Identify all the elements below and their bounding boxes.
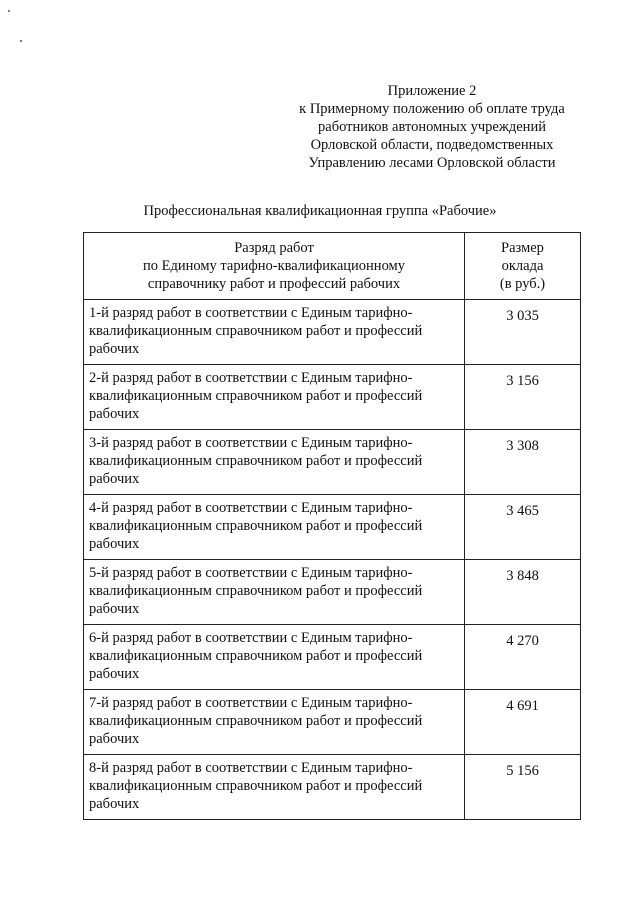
grade-description: 5-й разряд работ в соответствии с Единым тарифно-квалификационным справочником работ и профессий рабочих: [84, 560, 465, 625]
table-header-row: [84, 233, 581, 300]
table-row: [84, 365, 581, 430]
header-salary-line: (в руб.): [499, 276, 546, 292]
salary-value: 5 156: [465, 755, 581, 820]
appendix-line: Управлению лесами Орловской области: [308, 155, 556, 171]
grade-description: 6-й разряд работ в соответствии с Единым тарифно-квалификационным справочником работ и профессий рабочих: [84, 625, 465, 690]
table-row: [84, 495, 581, 560]
header-salary-line: оклада: [501, 258, 544, 274]
salary-table: [83, 232, 581, 820]
appendix-line: Орловской области, подведомственных: [310, 137, 554, 153]
salary-value: 3 848: [465, 560, 581, 625]
grade-description: 8-й разряд работ в соответствии с Единым тарифно-квалификационным справочником работ и профессий рабочих: [84, 755, 465, 820]
salary-value: 3 035: [465, 300, 581, 365]
scan-speck: [8, 10, 10, 12]
table-row: [84, 430, 581, 495]
appendix-note: [282, 82, 582, 172]
table-row: [84, 300, 581, 365]
grade-description: 4-й разряд работ в соответствии с Единым тарифно-квалификационным справочником работ и профессий рабочих: [84, 495, 465, 560]
grade-description: 3-й разряд работ в соответствии с Единым тарифно-квалификационным справочником работ и профессий рабочих: [84, 430, 465, 495]
header-grade-line: Разряд работ: [234, 240, 314, 256]
group-title: Профессиональная квалификационная группа «Рабочие»: [143, 203, 497, 219]
grade-description: 1-й разряд работ в соответствии с Единым тарифно-квалификационным справочником работ и профессий рабочих: [84, 300, 465, 365]
appendix-line: Приложение 2: [387, 83, 477, 99]
salary-value: 3 308: [465, 430, 581, 495]
grade-description: 7-й разряд работ в соответствии с Единым тарифно-квалификационным справочником работ и профессий рабочих: [84, 690, 465, 755]
table-row: [84, 560, 581, 625]
table-row: [84, 755, 581, 820]
scan-speck: [20, 40, 22, 42]
salary-value: 4 270: [465, 625, 581, 690]
salary-value: 3 465: [465, 495, 581, 560]
header-grade: [84, 233, 465, 300]
header-grade-line: по Единому тарифно-квалификационному: [143, 258, 405, 274]
header-salary-line: Размер: [501, 240, 544, 256]
salary-value: 4 691: [465, 690, 581, 755]
header-grade-line: справочнику работ и профессий рабочих: [147, 276, 401, 292]
table-row: [84, 625, 581, 690]
grade-description: 2-й разряд работ в соответствии с Единым тарифно-квалификационным справочником работ и профессий рабочих: [84, 365, 465, 430]
header-salary: [465, 233, 581, 300]
salary-value: 3 156: [465, 365, 581, 430]
appendix-line: к Примерному положению об оплате труда: [299, 101, 565, 117]
appendix-line: работников автономных учреждений: [318, 119, 546, 135]
table-row: [84, 690, 581, 755]
